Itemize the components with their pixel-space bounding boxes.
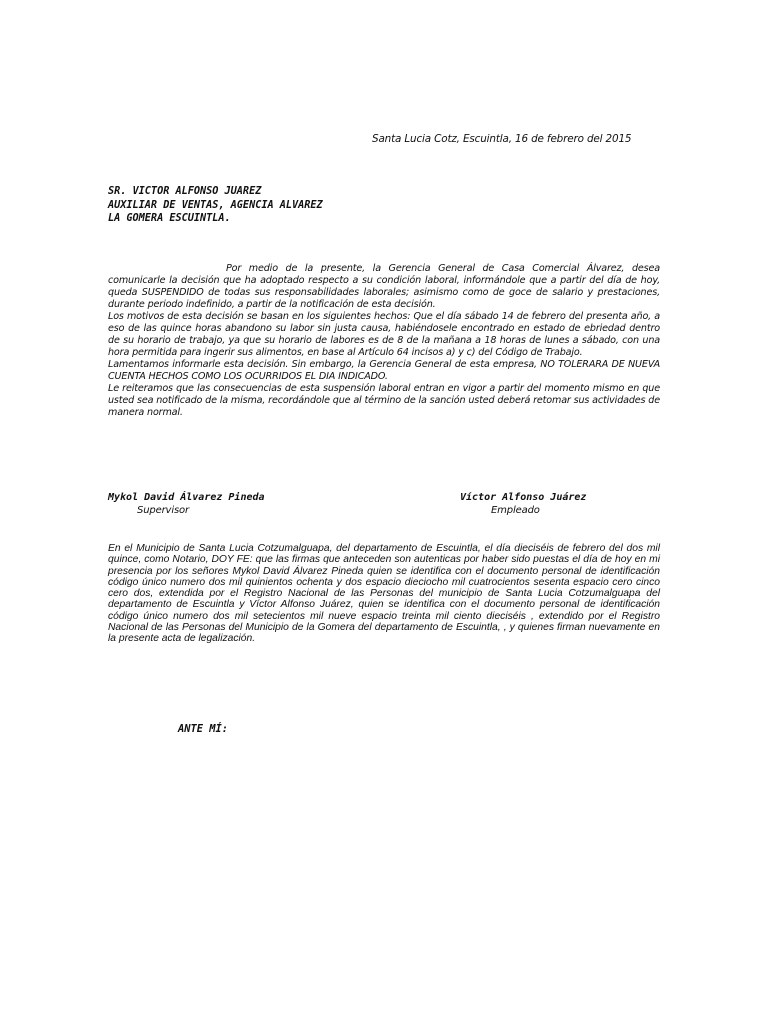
letter-body xyxy=(108,263,660,419)
ante-mi-label: ANTE MÍ: xyxy=(178,723,229,735)
supervisor-name: Mykol David Álvarez Pineda xyxy=(108,492,265,503)
addressee-position: AUXILIAR DE VENTAS, AGENCIA ALVAREZ xyxy=(108,199,323,211)
addressee-location: LA GOMERA ESCUINTLA. xyxy=(108,213,231,225)
addressee-block xyxy=(108,185,428,226)
body-paragraph-4: Le reiteramos que las consecuencias de esta suspensión laboral entran en vigor a partir del momento mismo en que usted sea notificado de la misma, recordándole que al término de la sanción usted deberá retomar sus actividades de manera normal. xyxy=(108,383,660,418)
notary-legalization-text: En el Municipio de Santa Lucia Cotzumalguapa, del departamento de Escuintla, el día dieciséis de febrero del dos mil quince, como Notario, DOY FE: que las firmas que anteceden son autenticas por haber sido puestas el día de hoy en mi presencia por los señores Mykol David Álvarez Pineda quien se identifica con el documento personal de identificación código único numero dos mil quinientos ochenta y dos espacio dieciocho mil cuatrocientos sesenta espacio cero cinco cero dos, extendida por el Registro Nacional de las Personas del municipio de Santa Lucia Cotzumalguapa del departamento de Escuintla y Víctor Alfonso Juárez, quien se identifica con el documento personal de identificación código único numero dos mil setecientos mil nueve espacio treinta mil ciento dieciséis , extendido por el Registro Nacional de las Personas del Municipio de la Gomera del departamento de Escuintla, , y quienes firman nuevamente en la presente acta de legalización. xyxy=(108,543,660,645)
body-paragraph-3: Lamentamos informarle esta decisión. Sin embargo, la Gerencia General de esta empresa, NO TOLERARA DE NUEVA CUENTA HECHOS COMO LOS OCURRIDOS EL DIA INDICADO. xyxy=(108,359,660,382)
addressee-name: SR. VICTOR ALFONSO JUAREZ xyxy=(108,186,262,197)
employee-role: Empleado xyxy=(491,505,540,516)
body-paragraph-1: Por medio de la presente, la Gerencia General de Casa Comercial Álvarez, desea comunicarle la decisión que ha adoptado respecto a su condición laboral, informándole que a partir del día de hoy, queda SUSPENDIDO de todas sus responsabilidades laborales; asimismo como de goce de salario y prestaciones, durante periodo indefinido, a partir de la notificación de esta decisión. xyxy=(108,263,660,310)
body-paragraph-2: Los motivos de esta decisión se basan en los siguientes hechos: Que el día sábado 14 de febrero del presenta año, a eso de las quince horas abandono su labor sin justa causa, habiéndosele encontrado en estado de ebriedad dentro de su horario de trabajo, ya que su horario de labores es de 8 de la mañana a 18 horas de lunes a sábado, con una hora permitida para ingerir sus alimentos, en base al Artículo 64 incisos a) y c) del Código de Trabajo. xyxy=(108,311,660,358)
supervisor-role: Supervisor xyxy=(137,505,189,516)
date-line: Santa Lucia Cotz, Escuintla, 16 de febrero del 2015 xyxy=(372,133,632,145)
employee-name: Víctor Alfonso Juárez xyxy=(460,492,587,503)
